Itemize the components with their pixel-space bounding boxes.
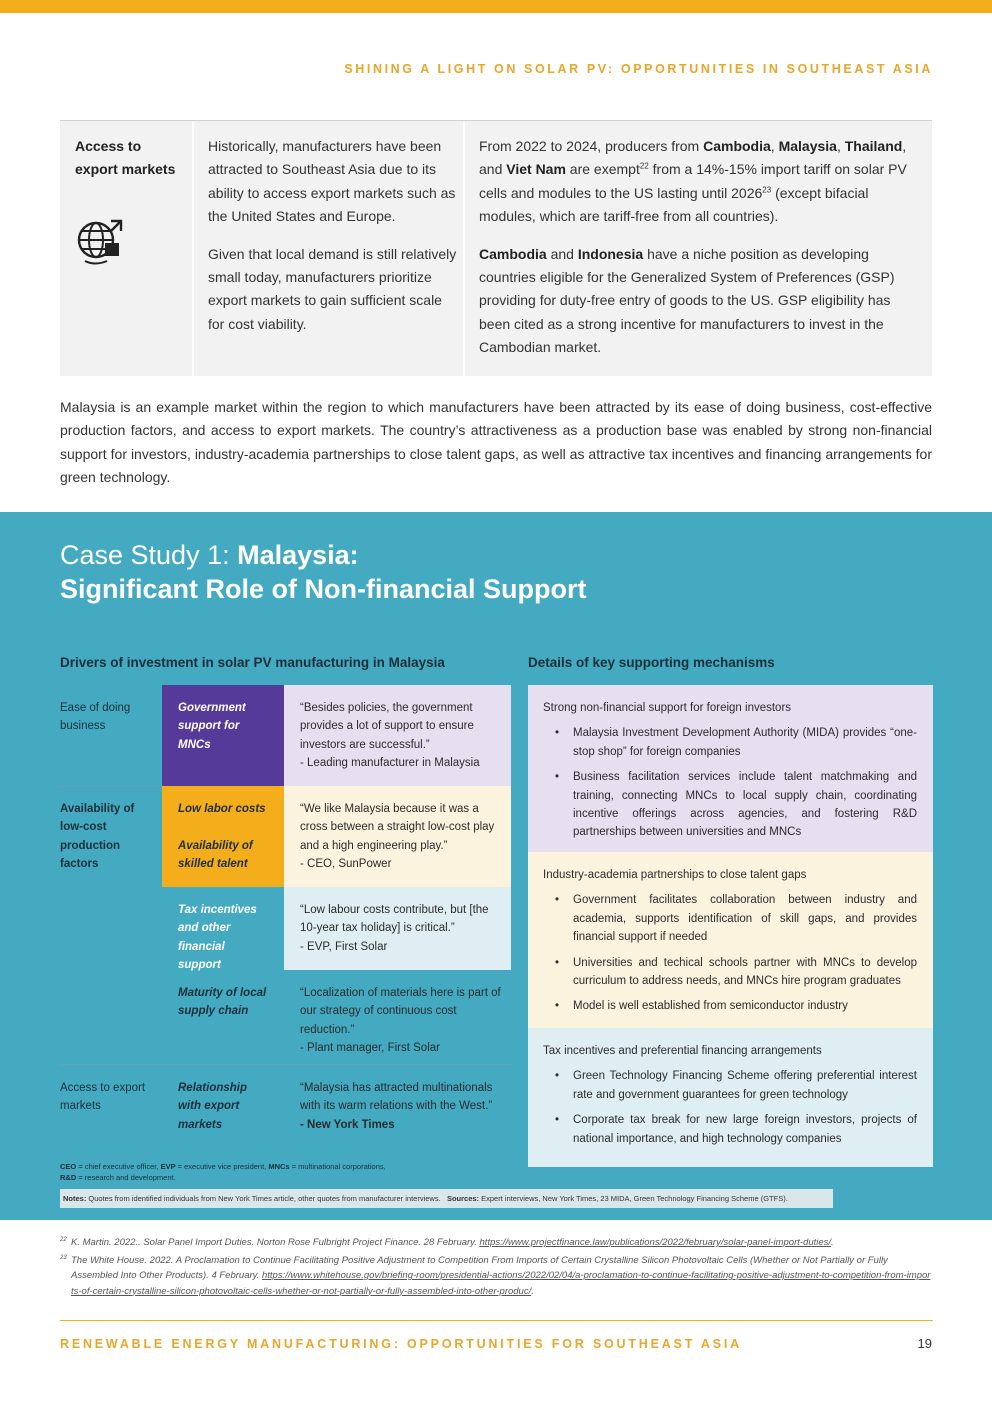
driver-category: Ease of doing business [60, 702, 131, 733]
footnote-number: 23 [60, 1254, 67, 1261]
text: = executive vice president, [175, 1162, 269, 1171]
footnote-number: 22 [60, 1237, 67, 1243]
notes-sources-bar [60, 1189, 833, 1208]
list-item: • Green Technology Financing Scheme offering preferential interest rate and government guarantees for green technology [543, 1067, 917, 1104]
table-middle-cell [208, 135, 460, 336]
details-box [528, 685, 933, 852]
title-country: Malaysia: [237, 540, 359, 570]
footer-title: RENEWABLE ENERGY MANUFACTURING: OPPORTUNITIES FOR SOUTHEAST ASIA [60, 1337, 743, 1351]
list-item: • Government facilitates collaboration between industry and academia, supports identification of skill gaps, and provides financial support if needed [543, 891, 917, 946]
list-item: • Corporate tax break for new large foreign investors, projects of national importance, and high technology companies [543, 1111, 917, 1148]
table-right-cell [479, 135, 919, 360]
title-subtitle: Significant Role of Non-financial Support [60, 574, 587, 604]
sources-label: Sources: [446, 1194, 480, 1203]
footnote-text: The White House. 2022. A Proclamation to Continue Facilitating Positive Adjustment to Competition From Imports of Certain Crystalline Silicon Photovoltaic Cells (Whether or Not Partially or Fully Assembled Into Other Products). 4 February. [71, 1254, 888, 1281]
footnote [60, 1235, 933, 1251]
text: , [770, 138, 779, 154]
text: are exempt [565, 161, 640, 178]
case-study-title [60, 538, 587, 606]
details-title: Industry-academia partnerships to close talent gaps [543, 869, 807, 881]
footnote-link[interactable]: https://www.projectfinance.law/publications/2022/february/solar-panel-import-duties/ [479, 1237, 832, 1248]
table-row-heading: Access to export markets [75, 138, 176, 178]
footnote-text: K. Martin. 2022.. Solar Panel Import Duties. Norton Rose Fulbright Project Finance. 28 February. [71, 1237, 480, 1248]
driver-category: Availability of low-cost production factors [60, 803, 135, 871]
quote-text: “Low labour costs contribute, but [the 10-year tax holiday] is critical.” [300, 904, 489, 935]
abbreviations [60, 1162, 386, 1183]
paragraph: Historically, manufacturers have been attracted to Southeast Asia due to its ability to access export markets such as the United States and Europe. [208, 138, 456, 225]
details-title: Tax incentives and preferential financing arrangements [543, 1045, 822, 1057]
driver-row [60, 786, 511, 887]
driver-factor [162, 970, 284, 1064]
intro-paragraph: Malaysia is an example market within the region to which manufacturers have been attracted by its ease of doing business, cost-effective production factors, and access to export markets. The country’s attractiveness as a production base was enabled by strong non-financial support for investors, industry-academia partnerships to close talent gaps, as well as attractive tax incentives and financing arrangements for green technology. [60, 399, 932, 486]
list-item: • Model is well established from semiconductor industry [543, 997, 917, 1015]
globe-export-icon [75, 217, 127, 267]
details-box [528, 1028, 933, 1167]
factor-text: Maturity of local supply chain [178, 987, 267, 1018]
details-box [528, 852, 933, 1028]
details-title: Strong non-financial support for foreign investors [543, 702, 792, 714]
text: (except bifacial modules, which are tariff-free from all countries). [479, 184, 869, 225]
driver-quote [284, 887, 511, 970]
text: . [831, 1237, 834, 1248]
text: , and [479, 138, 907, 178]
sources-text: Expert interviews, New York Times, 23 MIDA, Green Technology Financing Scheme (GTFS). [479, 1194, 788, 1203]
driver-factor [162, 887, 284, 970]
driver-quote [284, 1065, 511, 1157]
quote-text: “Besides policies, the government provides a lot of support to ensure investors are successful.” [300, 702, 474, 751]
details-list [543, 891, 917, 1015]
driver-row [60, 1065, 511, 1157]
quote-text: “We like Malaysia because it was a cross between a straight low-cost play and a high engineering play.” [300, 803, 495, 852]
paragraph: Given that local demand is still relatively small today, manufacturers prioritize export markets to gain sufficient scale for cost viability. [208, 245, 457, 332]
text: From 2022 to 2024, producers from [479, 138, 704, 154]
text: = research and development. [76, 1172, 176, 1182]
details-list [543, 724, 917, 841]
list-item: • Business facilitation services include talent matchmaking and training, connecting MNCs to local supply chain, coordinating incentive offerings across agencies, and fostering R&D partnerships between universities and MNCs [543, 768, 917, 842]
driver-quote [284, 786, 511, 887]
notes-label: Notes: [63, 1194, 87, 1203]
factor-text: Low labor costs [178, 803, 266, 815]
quote-source: - New York Times [300, 1118, 395, 1131]
details-heading: Details of key supporting mechanisms [528, 655, 775, 670]
notes-text: Quotes from identified individuals from New York Times article, other quotes from manufacturer interviews. [86, 1194, 441, 1203]
text: have a niche position as developing countries eligible for the Generalized System of Preferences (GSP) providing for duty-free entry of goods to the US. GSP eligibility has been cited as a strong incentive for manufacturers to invest in the Cambodian market. [479, 245, 895, 356]
text: and [546, 245, 578, 262]
factor-text: Tax incentives and other financial support [178, 904, 257, 972]
case-study-panel [0, 512, 992, 1220]
footnotes [60, 1235, 933, 1301]
text: , [836, 138, 845, 154]
factor-text: Government support for MNCs [178, 702, 246, 751]
quote-text: “Localization of materials here is part of our strategy of continuous cost reduction.” [300, 987, 501, 1036]
column-divider [192, 121, 194, 376]
footnote-ref: 22 [639, 161, 649, 171]
quote-source: - Plant manager, First Solar [300, 1042, 440, 1055]
driver-row [60, 970, 511, 1064]
paragraph-gsp [479, 243, 919, 360]
running-header: SHINING A LIGHT ON SOLAR PV: OPPORTUNITIES IN SOUTHEAST ASIA [344, 62, 933, 76]
quote-source: - Leading manufacturer in Malaysia [300, 757, 480, 770]
driver-factor [162, 1065, 284, 1157]
country: Malaysia [778, 138, 837, 154]
drivers-heading: Drivers of investment in solar PV manufacturing in Malaysia [60, 655, 445, 670]
factor-text: Availability of skilled talent [178, 839, 253, 871]
driver-factor [162, 786, 284, 887]
export-markets-table [60, 120, 932, 376]
driver-row [60, 887, 511, 970]
driver-row [60, 685, 511, 786]
top-accent-bar [0, 0, 992, 13]
text: = multinational corporations, [289, 1162, 386, 1171]
title-prefix: Case Study 1: [60, 540, 238, 570]
abbr-term: CEO [60, 1162, 77, 1171]
quote-source: - CEO, SunPower [300, 858, 392, 871]
country: Viet Nam [506, 161, 566, 178]
country: Cambodia [703, 138, 771, 154]
page-number: 19 [917, 1336, 932, 1351]
driver-quote [284, 685, 511, 786]
details-list [543, 1067, 917, 1148]
text: . [531, 1285, 534, 1297]
driver-category: Access to export markets [60, 1082, 146, 1113]
list-item: • Universities and techical schools partner with MNCs to develop curriculum to address needs, and MNCs hire program graduates [543, 954, 917, 991]
quote-source: - EVP, First Solar [300, 940, 388, 953]
footnote-link[interactable]: https://www.whitehouse.gov/briefing-room/presidential-actions/2022/02/04/a-proclamation-to-continue-facilitating-positive-adjustment-to-competition-from-imports-of-certain-crystalline-silicon-photovoltaic-cells-whether-or-not-partially-or-fully-assembled-into-other-produc/ [71, 1270, 931, 1297]
country: Thailand [844, 138, 903, 154]
text: = chief executive officer, [76, 1162, 161, 1171]
quote-text: “Malaysia has attracted multinationals with its warm relations with the West.” [300, 1082, 493, 1113]
country: Cambodia [479, 245, 547, 262]
footer-rule [60, 1320, 933, 1321]
list-item: • Malaysia Investment Development Authority (MIDA) provides “one-stop shop” for foreign companies [543, 724, 917, 761]
footnote-ref: 23 [762, 185, 772, 195]
abbr-term: R&D [60, 1172, 77, 1182]
driver-factor [162, 685, 284, 786]
column-divider [463, 121, 465, 376]
driver-quote [284, 970, 511, 1064]
country: Indonesia [577, 245, 644, 262]
abbr-term: MNCs [268, 1162, 290, 1171]
abbr-term: EVP [160, 1162, 176, 1171]
factor-text: Relationship with export markets [178, 1082, 248, 1131]
footnote [60, 1253, 933, 1300]
text: from a 14%-15% import tariff on solar PV cells and modules to the US lasting until 2026 [479, 161, 907, 201]
paragraph-tariff [479, 135, 919, 229]
